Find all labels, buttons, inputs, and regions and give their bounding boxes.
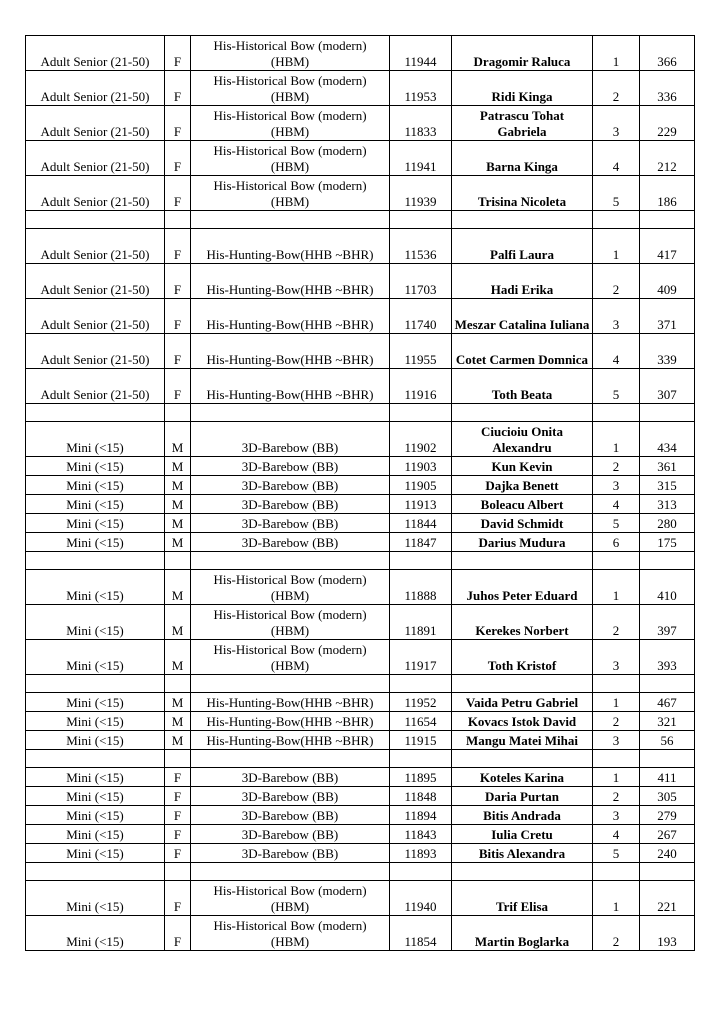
empty-cell <box>640 863 695 881</box>
score-cell: 313 <box>640 495 695 514</box>
category-cell: Mini (<15) <box>26 570 165 605</box>
category-cell: Mini (<15) <box>26 495 165 514</box>
archer-id-cell: 11893 <box>390 844 452 863</box>
archer-name-cell: Trif Elisa <box>452 881 593 916</box>
table-row <box>26 844 695 863</box>
archer-name-cell: Toth Beata <box>452 369 593 404</box>
archer-name-cell: Palfi Laura <box>452 229 593 264</box>
category-cell: Mini (<15) <box>26 806 165 825</box>
score-cell: 366 <box>640 36 695 71</box>
empty-cell <box>640 211 695 229</box>
archer-id-cell: 11894 <box>390 806 452 825</box>
score-cell: 175 <box>640 533 695 552</box>
archer-name-cell: Kun Kevin <box>452 457 593 476</box>
division-cell: 3D-Barebow (BB) <box>191 533 390 552</box>
category-cell: Mini (<15) <box>26 693 165 712</box>
score-cell: 186 <box>640 176 695 211</box>
gender-cell: F <box>165 916 191 951</box>
division-cell: 3D-Barebow (BB) <box>191 768 390 787</box>
place-cell: 2 <box>593 264 640 299</box>
division-cell: His-Hunting-Bow(HHB ~BHR) <box>191 264 390 299</box>
empty-cell <box>165 211 191 229</box>
table-row <box>26 787 695 806</box>
empty-cell <box>390 750 452 768</box>
spacer-row <box>26 404 695 422</box>
score-cell: 393 <box>640 640 695 675</box>
empty-cell <box>191 675 390 693</box>
gender-cell: F <box>165 176 191 211</box>
place-cell: 1 <box>593 36 640 71</box>
table-row <box>26 731 695 750</box>
results-body <box>26 36 695 951</box>
table-row <box>26 825 695 844</box>
category-cell: Adult Senior (21-50) <box>26 299 165 334</box>
empty-cell <box>593 863 640 881</box>
place-cell: 3 <box>593 731 640 750</box>
archer-id-cell: 11740 <box>390 299 452 334</box>
archer-id-cell: 11703 <box>390 264 452 299</box>
place-cell: 1 <box>593 768 640 787</box>
empty-cell <box>165 552 191 570</box>
empty-cell <box>452 211 593 229</box>
place-cell: 4 <box>593 141 640 176</box>
archer-name-cell: Patrascu Tohat Gabriela <box>452 106 593 141</box>
gender-cell: F <box>165 369 191 404</box>
empty-cell <box>165 404 191 422</box>
archer-name-cell: Ridi Kinga <box>452 71 593 106</box>
archer-id-cell: 11916 <box>390 369 452 404</box>
table-row <box>26 806 695 825</box>
archer-name-cell: Ciucioiu Onita Alexandru <box>452 422 593 457</box>
place-cell: 2 <box>593 457 640 476</box>
archer-id-cell: 11915 <box>390 731 452 750</box>
archer-name-cell: Toth Kristof <box>452 640 593 675</box>
spacer-row <box>26 863 695 881</box>
empty-cell <box>640 404 695 422</box>
empty-cell <box>26 750 165 768</box>
empty-cell <box>452 750 593 768</box>
gender-cell: F <box>165 106 191 141</box>
table-row <box>26 369 695 404</box>
empty-cell <box>452 863 593 881</box>
place-cell: 6 <box>593 533 640 552</box>
score-cell: 411 <box>640 768 695 787</box>
category-cell: Adult Senior (21-50) <box>26 36 165 71</box>
table-row <box>26 299 695 334</box>
score-cell: 193 <box>640 916 695 951</box>
empty-cell <box>390 863 452 881</box>
archer-name-cell: Koteles Karina <box>452 768 593 787</box>
gender-cell: F <box>165 825 191 844</box>
archer-name-cell: Dajka Benett <box>452 476 593 495</box>
table-row <box>26 106 695 141</box>
archer-id-cell: 11654 <box>390 712 452 731</box>
division-cell: 3D-Barebow (BB) <box>191 844 390 863</box>
archer-id-cell: 11953 <box>390 71 452 106</box>
table-row <box>26 514 695 533</box>
empty-cell <box>165 750 191 768</box>
place-cell: 3 <box>593 106 640 141</box>
category-cell: Mini (<15) <box>26 457 165 476</box>
score-cell: 361 <box>640 457 695 476</box>
score-cell: 279 <box>640 806 695 825</box>
archer-id-cell: 11902 <box>390 422 452 457</box>
gender-cell: F <box>165 71 191 106</box>
division-cell: 3D-Barebow (BB) <box>191 476 390 495</box>
division-cell: 3D-Barebow (BB) <box>191 514 390 533</box>
category-cell: Mini (<15) <box>26 825 165 844</box>
score-cell: 339 <box>640 334 695 369</box>
empty-cell <box>593 750 640 768</box>
place-cell: 5 <box>593 844 640 863</box>
division-cell: His-Historical Bow (modern) (HBM) <box>191 605 390 640</box>
division-cell: His-Hunting-Bow(HHB ~BHR) <box>191 369 390 404</box>
score-cell: 267 <box>640 825 695 844</box>
empty-cell <box>26 675 165 693</box>
category-cell: Mini (<15) <box>26 712 165 731</box>
division-cell: His-Hunting-Bow(HHB ~BHR) <box>191 731 390 750</box>
archer-name-cell: Darius Mudura <box>452 533 593 552</box>
gender-cell: F <box>165 36 191 71</box>
division-cell: His-Historical Bow (modern) (HBM) <box>191 71 390 106</box>
gender-cell: M <box>165 533 191 552</box>
empty-cell <box>593 404 640 422</box>
category-cell: Mini (<15) <box>26 605 165 640</box>
gender-cell: M <box>165 457 191 476</box>
empty-cell <box>26 211 165 229</box>
place-cell: 1 <box>593 693 640 712</box>
empty-cell <box>165 863 191 881</box>
score-cell: 240 <box>640 844 695 863</box>
archer-id-cell: 11952 <box>390 693 452 712</box>
division-cell: 3D-Barebow (BB) <box>191 806 390 825</box>
score-cell: 371 <box>640 299 695 334</box>
gender-cell: F <box>165 299 191 334</box>
score-cell: 56 <box>640 731 695 750</box>
table-row <box>26 141 695 176</box>
category-cell: Mini (<15) <box>26 844 165 863</box>
score-cell: 307 <box>640 369 695 404</box>
score-cell: 417 <box>640 229 695 264</box>
empty-cell <box>191 552 390 570</box>
place-cell: 3 <box>593 476 640 495</box>
score-cell: 397 <box>640 605 695 640</box>
archer-name-cell: Vaida Petru Gabriel <box>452 693 593 712</box>
category-cell: Adult Senior (21-50) <box>26 106 165 141</box>
archer-name-cell: Boleacu Albert <box>452 495 593 514</box>
archer-name-cell: Iulia Cretu <box>452 825 593 844</box>
category-cell: Mini (<15) <box>26 514 165 533</box>
division-cell: His-Historical Bow (modern) (HBM) <box>191 106 390 141</box>
score-cell: 467 <box>640 693 695 712</box>
gender-cell: M <box>165 476 191 495</box>
gender-cell: M <box>165 570 191 605</box>
archer-id-cell: 11903 <box>390 457 452 476</box>
division-cell: 3D-Barebow (BB) <box>191 457 390 476</box>
empty-cell <box>640 552 695 570</box>
archer-id-cell: 11917 <box>390 640 452 675</box>
table-row <box>26 264 695 299</box>
gender-cell: M <box>165 495 191 514</box>
category-cell: Mini (<15) <box>26 768 165 787</box>
empty-cell <box>593 211 640 229</box>
archer-name-cell: Daria Purtan <box>452 787 593 806</box>
table-row <box>26 693 695 712</box>
archer-id-cell: 11913 <box>390 495 452 514</box>
empty-cell <box>390 552 452 570</box>
place-cell: 1 <box>593 229 640 264</box>
table-row <box>26 570 695 605</box>
category-cell: Adult Senior (21-50) <box>26 141 165 176</box>
gender-cell: M <box>165 731 191 750</box>
empty-cell <box>452 675 593 693</box>
category-cell: Mini (<15) <box>26 731 165 750</box>
empty-cell <box>165 675 191 693</box>
place-cell: 2 <box>593 787 640 806</box>
score-cell: 336 <box>640 71 695 106</box>
archer-name-cell: Bitis Andrada <box>452 806 593 825</box>
place-cell: 2 <box>593 71 640 106</box>
place-cell: 1 <box>593 422 640 457</box>
division-cell: His-Hunting-Bow(HHB ~BHR) <box>191 334 390 369</box>
empty-cell <box>26 404 165 422</box>
archer-id-cell: 11940 <box>390 881 452 916</box>
category-cell: Adult Senior (21-50) <box>26 71 165 106</box>
division-cell: His-Historical Bow (modern) (HBM) <box>191 916 390 951</box>
place-cell: 3 <box>593 806 640 825</box>
place-cell: 3 <box>593 299 640 334</box>
archer-name-cell: Kerekes Norbert <box>452 605 593 640</box>
place-cell: 3 <box>593 640 640 675</box>
gender-cell: F <box>165 229 191 264</box>
division-cell: His-Historical Bow (modern) (HBM) <box>191 36 390 71</box>
gender-cell: M <box>165 422 191 457</box>
table-row <box>26 768 695 787</box>
score-cell: 315 <box>640 476 695 495</box>
archer-name-cell: Trisina Nicoleta <box>452 176 593 211</box>
category-cell: Mini (<15) <box>26 916 165 951</box>
score-cell: 221 <box>640 881 695 916</box>
table-row <box>26 495 695 514</box>
gender-cell: M <box>165 712 191 731</box>
category-cell: Mini (<15) <box>26 422 165 457</box>
place-cell: 1 <box>593 570 640 605</box>
division-cell: His-Hunting-Bow(HHB ~BHR) <box>191 229 390 264</box>
table-row <box>26 176 695 211</box>
division-cell: His-Hunting-Bow(HHB ~BHR) <box>191 712 390 731</box>
archer-name-cell: David Schmidt <box>452 514 593 533</box>
empty-cell <box>390 211 452 229</box>
archer-name-cell: Dragomir Raluca <box>452 36 593 71</box>
division-cell: His-Historical Bow (modern) (HBM) <box>191 640 390 675</box>
table-row <box>26 533 695 552</box>
empty-cell <box>452 552 593 570</box>
spacer-row <box>26 211 695 229</box>
score-cell: 212 <box>640 141 695 176</box>
archer-id-cell: 11955 <box>390 334 452 369</box>
division-cell: 3D-Barebow (BB) <box>191 825 390 844</box>
empty-cell <box>640 750 695 768</box>
place-cell: 1 <box>593 881 640 916</box>
archer-id-cell: 11833 <box>390 106 452 141</box>
category-cell: Mini (<15) <box>26 476 165 495</box>
empty-cell <box>191 750 390 768</box>
table-row <box>26 422 695 457</box>
archer-id-cell: 11939 <box>390 176 452 211</box>
place-cell: 2 <box>593 605 640 640</box>
empty-cell <box>390 404 452 422</box>
archer-id-cell: 11848 <box>390 787 452 806</box>
category-cell: Mini (<15) <box>26 787 165 806</box>
place-cell: 4 <box>593 825 640 844</box>
table-row <box>26 334 695 369</box>
empty-cell <box>191 863 390 881</box>
archer-name-cell: Barna Kinga <box>452 141 593 176</box>
division-cell: 3D-Barebow (BB) <box>191 495 390 514</box>
score-cell: 434 <box>640 422 695 457</box>
score-cell: 305 <box>640 787 695 806</box>
table-row <box>26 476 695 495</box>
division-cell: His-Historical Bow (modern) (HBM) <box>191 570 390 605</box>
division-cell: His-Historical Bow (modern) (HBM) <box>191 176 390 211</box>
results-table <box>25 35 695 951</box>
table-row <box>26 457 695 476</box>
table-row <box>26 71 695 106</box>
archer-id-cell: 11843 <box>390 825 452 844</box>
category-cell: Mini (<15) <box>26 881 165 916</box>
gender-cell: M <box>165 640 191 675</box>
place-cell: 4 <box>593 495 640 514</box>
place-cell: 5 <box>593 514 640 533</box>
category-cell: Adult Senior (21-50) <box>26 229 165 264</box>
empty-cell <box>191 211 390 229</box>
category-cell: Adult Senior (21-50) <box>26 264 165 299</box>
spacer-row <box>26 552 695 570</box>
gender-cell: M <box>165 605 191 640</box>
archer-id-cell: 11844 <box>390 514 452 533</box>
archer-name-cell: Mangu Matei Mihai <box>452 731 593 750</box>
archer-id-cell: 11944 <box>390 36 452 71</box>
gender-cell: F <box>165 787 191 806</box>
empty-cell <box>390 675 452 693</box>
gender-cell: F <box>165 844 191 863</box>
gender-cell: F <box>165 264 191 299</box>
place-cell: 2 <box>593 712 640 731</box>
empty-cell <box>452 404 593 422</box>
gender-cell: F <box>165 768 191 787</box>
gender-cell: M <box>165 514 191 533</box>
archer-name-cell: Bitis Alexandra <box>452 844 593 863</box>
gender-cell: F <box>165 806 191 825</box>
place-cell: 5 <box>593 176 640 211</box>
archer-id-cell: 11895 <box>390 768 452 787</box>
table-row <box>26 36 695 71</box>
division-cell: His-Hunting-Bow(HHB ~BHR) <box>191 299 390 334</box>
archer-id-cell: 11536 <box>390 229 452 264</box>
table-row <box>26 605 695 640</box>
gender-cell: F <box>165 141 191 176</box>
archer-id-cell: 11891 <box>390 605 452 640</box>
place-cell: 4 <box>593 334 640 369</box>
division-cell: His-Historical Bow (modern) (HBM) <box>191 141 390 176</box>
division-cell: His-Historical Bow (modern) (HBM) <box>191 881 390 916</box>
division-cell: His-Hunting-Bow(HHB ~BHR) <box>191 693 390 712</box>
table-row <box>26 640 695 675</box>
category-cell: Adult Senior (21-50) <box>26 369 165 404</box>
score-cell: 321 <box>640 712 695 731</box>
archer-id-cell: 11854 <box>390 916 452 951</box>
table-row <box>26 712 695 731</box>
spacer-row <box>26 750 695 768</box>
empty-cell <box>640 675 695 693</box>
table-row <box>26 229 695 264</box>
archer-name-cell: Cotet Carmen Domnica <box>452 334 593 369</box>
archer-name-cell: Meszar Catalina Iuliana <box>452 299 593 334</box>
division-cell: 3D-Barebow (BB) <box>191 787 390 806</box>
archer-id-cell: 11905 <box>390 476 452 495</box>
archer-name-cell: Hadi Erika <box>452 264 593 299</box>
gender-cell: F <box>165 881 191 916</box>
archer-name-cell: Martin Boglarka <box>452 916 593 951</box>
archer-name-cell: Kovacs Istok David <box>452 712 593 731</box>
category-cell: Mini (<15) <box>26 533 165 552</box>
gender-cell: M <box>165 693 191 712</box>
place-cell: 2 <box>593 916 640 951</box>
empty-cell <box>26 863 165 881</box>
empty-cell <box>191 404 390 422</box>
spacer-row <box>26 675 695 693</box>
archer-id-cell: 11847 <box>390 533 452 552</box>
category-cell: Adult Senior (21-50) <box>26 176 165 211</box>
score-cell: 280 <box>640 514 695 533</box>
category-cell: Mini (<15) <box>26 640 165 675</box>
division-cell: 3D-Barebow (BB) <box>191 422 390 457</box>
table-row <box>26 916 695 951</box>
archer-name-cell: Juhos Peter Eduard <box>452 570 593 605</box>
score-cell: 409 <box>640 264 695 299</box>
archer-id-cell: 11888 <box>390 570 452 605</box>
place-cell: 5 <box>593 369 640 404</box>
empty-cell <box>26 552 165 570</box>
table-row <box>26 881 695 916</box>
empty-cell <box>593 675 640 693</box>
gender-cell: F <box>165 334 191 369</box>
score-cell: 229 <box>640 106 695 141</box>
empty-cell <box>593 552 640 570</box>
category-cell: Adult Senior (21-50) <box>26 334 165 369</box>
archer-id-cell: 11941 <box>390 141 452 176</box>
score-cell: 410 <box>640 570 695 605</box>
